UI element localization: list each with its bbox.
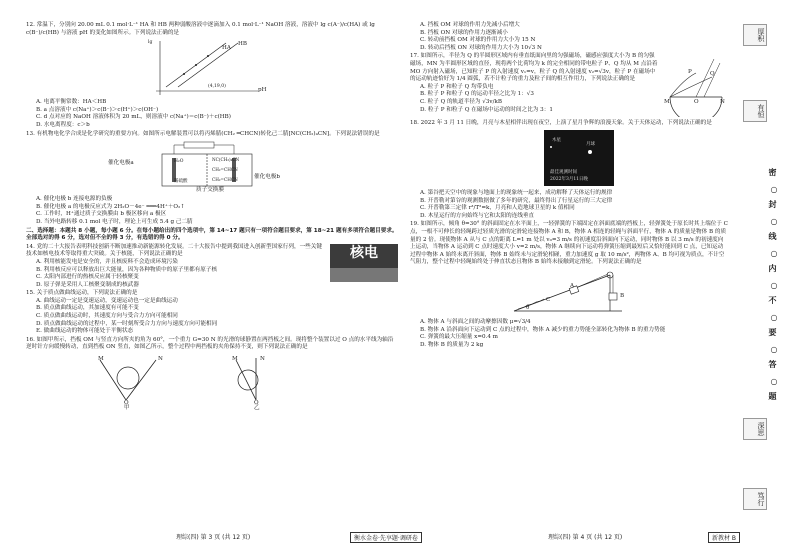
page-footer xyxy=(0,530,800,544)
q12-label-hb: HB xyxy=(238,41,247,48)
q14-stem: 14. 党的二十大报告表明科技创新不断加速推动新能源转化发展。二十大报告中提到我国进入创新型国家行列，一些关键技术如核电技术等取得重大突破。关于核能，下列说法正确的是 xyxy=(26,243,322,258)
q15-option-d: D. 质点做曲线运动的过程中，某一时刻所受合力方向与速度方向可能相同 xyxy=(36,320,218,327)
q14-nuclear-image xyxy=(330,244,398,282)
seal-char-7: 内 xyxy=(768,264,778,272)
q13-label-electrode-b: 催化电极b xyxy=(254,174,280,181)
q12-option-a: A. 电离平衡常数：HA＜HB xyxy=(36,99,107,106)
q18-label-date: 2022年3月11日晚 xyxy=(550,176,589,182)
q18-photo xyxy=(410,130,728,188)
q13-label-acid: 稀硫酸 xyxy=(174,179,188,185)
q16-option-a: A. 挡板 OM 对球的作用力先减小后增大 xyxy=(420,22,520,28)
q14-option-a: A. 利用核能发电是安全的，并且核废料不会造成环境污染 xyxy=(36,258,178,265)
q12-option-c: C. d 点对应的 NaOH 溶液体积为 20 mL，则溶液中 c(Na⁺)＝c(B⁻)＋c(HB) xyxy=(36,114,231,121)
q13-stem: 13. 有机物电化学合成是化学研究的重要方向。如图所示电解装置可以将丙烯腈(CH₂ ═CHCN)转化己二腈[NC(CH₂)₄CN]。下列说法错误的是 xyxy=(26,130,380,137)
footer-series-title: 衡水金卷·先享题·调研卷 xyxy=(350,532,422,543)
seal-char-9: 不 xyxy=(768,296,778,304)
q16-label-n-b: N xyxy=(260,356,265,363)
jupiter-dot xyxy=(550,146,552,148)
q14-option-d: D. 原子弹是采用人工核聚变制成的核武器 xyxy=(36,281,139,288)
q12-label-ph: pH xyxy=(258,87,267,94)
seal-char-3: 封 xyxy=(768,200,778,208)
seal-char-5: 线 xyxy=(768,232,778,240)
q19-label-theta: θ xyxy=(526,304,530,311)
q12-label-lg: lg xyxy=(148,40,153,46)
binding-strip xyxy=(737,18,781,528)
question-15 xyxy=(26,290,398,336)
seal-char-6: ○ xyxy=(769,248,779,258)
q19-label-b: B xyxy=(620,292,625,299)
q12-option-b: B. a 点溶液中 c(Na⁺)＞c(B⁻)＞c(H⁺)＞c(OH⁻) xyxy=(36,106,159,113)
q16-option-c: C. 转动前挡板 OM 对球的作用力大小为 15 N xyxy=(420,37,536,44)
q17-label-p: P xyxy=(688,69,692,76)
q19-label-a: A xyxy=(570,282,575,289)
q12-option-d: D. 水电离程度：c＞b xyxy=(36,121,90,128)
q19-label-c: C xyxy=(546,296,551,303)
q19-option-d: D. 物体 B 的质量为 2 kg xyxy=(420,341,484,348)
question-13 xyxy=(26,131,398,227)
q13-label-electrode-a: 催化电极a xyxy=(108,160,134,167)
q14-image-title: 核电 xyxy=(350,244,378,261)
q16-label-o-b: O xyxy=(254,400,259,407)
q16-stem: 16. 如图甲所示，挡板 OM 与竖直方向所夹的角为 60°，一个重力 G=30 N 的光滑的球静置在两挡板之间。现将整个装置以过 O 点的水平线为轴沿逆时针方向缓慢转动，直到挡板 ON 竖直，如图乙所示，整个过程中两挡板的夹角保持不变，则下列说法正确的是 xyxy=(26,336,394,351)
q19-stem: 19. 如图所示，倾角 θ=30° 的斜面固定在水平面上，一轻弹簧的下端固定在斜面底端的挡板上，轻弹簧处于原长时其上端位于 C 点，一根不可伸长的轻绳跨过轻质光滑的定滑轮连接物体 A 和 B，物体 A 相连的轻绳与斜面平行，物体 A 的质量是物体 B 的质量的 2 倍。现使物体 A 从与 C 点的距离 L=1 m 处以 v₀=3 m/s 的初速度沿斜面向下运动，同时物体 B 以 3 m/s 的初速度向上运动，当物体 A 运动到 C 点时速度大小 v=2 m/s，物体 A 继续向下运动将弹簧压缩到最短后又恰好能回到 C 点，已知运动过程中物体 A 始终未离开斜面，物体 B 始终未与定滑轮相碰，重力加速度 g 取 10 m/s²，两物体 A、B 均可视为质点，不计空气阻力，整个过程中轻绳始终处于伸直状态且物体 B 始终未接触到定滑轮。下列说法正确的是 xyxy=(410,221,728,266)
q17-label-q: Q xyxy=(710,71,715,78)
q16-label-jia: 甲 xyxy=(124,405,130,412)
q18-label-jupiter: 木星 xyxy=(552,137,561,143)
q18-option-a: A. 第谷把天空中的现象与地面上的现象统一起来，成功解释了天体运行的规律 xyxy=(420,189,613,196)
q15-option-e: E. 做曲线运动的物体可能处于平衡状态 xyxy=(36,328,134,335)
right-column xyxy=(410,22,728,350)
q18-option-b: B. 开普勒对第谷的观测数据做了多年的研究，最终得出了行星运行的三大定律 xyxy=(420,197,613,204)
seal-char-15: 题 xyxy=(768,392,778,400)
q19-option-b: B. 物体 A 沿斜面向下运动到 C 点的过程中，物体 A 减少的重力势能全部转化为物体 B 的重力势能 xyxy=(420,326,666,333)
strip-label-1: 厚积 xyxy=(743,24,767,46)
seal-char-4: ○ xyxy=(769,216,779,226)
strip-label-3: 深思 xyxy=(743,418,767,440)
q18-option-c: C. 开普勒第三定律 r³/T²=k，月亮和人造地球卫星的 k 值相同 xyxy=(420,205,575,212)
section-2-instructions: 二、选择题：本题共 8 小题，每小题 6 分。在每小题给出的四个选项中，第 14~17 题只有一项符合题目要求，第 18~21 题有多项符合题目要求。全部选对的得 6 分，选对但不全的得 3 分，有选错的得 0 分。 xyxy=(26,227,398,242)
q13-label-water: H₂O xyxy=(174,159,184,165)
seal-char-13: 答 xyxy=(768,360,778,368)
q18-stem: 18. 2022 年 3 月 11 日晚，月亮与木星相伴出现在夜空，上演了星月争辉的浪漫天象。关于天体运动，下列说法正确的是 xyxy=(410,120,712,127)
q13-label-product: NC(CH₂)₄CN xyxy=(212,157,240,163)
moon-dot xyxy=(588,150,592,154)
q13-electrolysis-figure xyxy=(26,140,398,194)
q16-label-o-a: O xyxy=(124,400,129,407)
q17-label-m: M xyxy=(664,99,670,106)
seal-char-11: 要 xyxy=(768,328,778,336)
q13-option-c: C. 工作时，H⁺通过质子交换膜由 b 极区移向 a 极区 xyxy=(36,211,167,218)
question-17 xyxy=(410,53,728,119)
q18-option-d: D. 木星运行的方向始终与它和太阳的连线垂直 xyxy=(420,212,535,219)
q16-label-m-b: M xyxy=(232,356,238,363)
q17-stem: 17. 如图所示，半径为 Q 的半圆形区域内有垂直纸面向里的匀强磁场，磁感应强度大小为 B 的匀强磁场，MN 为半圆形区域的直径，现将两个比荷均为 k 的完全相同的带电粒子 P、Q 均从 M 点沿着 MO 方向射入磁场，已知粒子 P 的入射速度 v₁=v，粒子 Q 的入射速度 v₂=√3v，粒子 P 在磁场中的运动轨迹恰好为 1/4 圆弧，若不计粒子的重力及粒子间的相互作用力，下列说法正确的是 xyxy=(410,53,658,83)
q13-label-reactant: CH₂=CHCN xyxy=(212,167,238,173)
q16-label-m-a: M xyxy=(98,356,104,363)
q13-label-reactant-2: CH₂=CHCN xyxy=(212,177,238,183)
question-16 xyxy=(26,337,398,412)
question-14 xyxy=(26,244,398,290)
strip-label-2: 有恒 xyxy=(743,100,767,122)
q13-option-a: A. 催化电极 b 连接电源的负极 xyxy=(36,196,113,203)
question-12 xyxy=(26,22,398,130)
q17-label-n: N xyxy=(720,99,725,106)
strip-label-4: 笃行 xyxy=(743,488,767,510)
q19-incline-figure xyxy=(410,269,728,317)
q16-label-n-a: N xyxy=(158,356,163,363)
q16-option-b: B. 挡板 ON 对球的作用力逐渐减小 xyxy=(420,29,508,36)
q15-stem: 15. 关于质点做曲线运动，下列说法正确的是 xyxy=(26,290,138,297)
footer-edition-tag: 新教材 B xyxy=(708,532,740,543)
q19-option-a: A. 物体 A 与斜面之间的动摩擦因数 μ=√3/4 xyxy=(420,318,531,325)
q17-label-o: O xyxy=(694,99,699,106)
left-column xyxy=(26,22,398,414)
q14-option-c: C. 太阳内部进行的热核反应属于轻核聚变 xyxy=(36,274,139,281)
q15-option-a: A. 曲线运动一定是变速运动，变速运动也一定是曲线运动 xyxy=(36,297,178,304)
q16-option-d: D. 转动后挡板 ON 对球的作用力大小为 10√3 N xyxy=(420,44,542,51)
seal-char-8: ○ xyxy=(769,280,779,290)
q18-label-moon: 月球 xyxy=(586,141,595,147)
question-18 xyxy=(410,120,728,220)
q12-graph xyxy=(26,39,398,97)
footer-page-3: 理综(四) 第 3 页 (共 12 页) xyxy=(176,534,251,541)
q14-option-b: B. 利用核反应可以释放出巨大能量，因为各种物质中的原子里都有原子核 xyxy=(36,266,218,273)
q15-option-b: B. 质点做曲线运动，其加速度有可能不变 xyxy=(36,305,139,312)
question-19 xyxy=(410,221,728,349)
q13-option-b: B. 催化电极 a 的电极反应式为 2H₂O－4e⁻ ═══4H⁺＋O₂↑ xyxy=(36,203,185,210)
q12-stem: 12. 常温下，分别向 20.00 mL 0.1 mol·L⁻¹ HA 和 HB 两种弱酸溶液中逐滴加入 0.1 mol·L⁻¹ NaOH 溶液，溶液中 lg c(A⁻)/c(HA) 或 lg c(B⁻)/c(HB) 与溶液 pH 的变化如图所示。下列说法正确的是 xyxy=(26,22,375,36)
q17-option-b: B. 粒子 P 和粒子 Q 的运动半径之比为 1：√3 xyxy=(420,91,534,98)
seal-char-14: ○ xyxy=(769,376,779,386)
seal-char-10: ○ xyxy=(769,312,779,322)
q17-option-c: C. 粒子 Q 的轨道半径为 √3v/kB xyxy=(420,98,502,105)
seal-char-12: ○ xyxy=(769,344,779,354)
q16-label-yi: 乙 xyxy=(254,405,260,412)
q12-label-ha: HA xyxy=(222,45,231,52)
q15-option-c: C. 质点做曲线运动时，其速度方向与受合力方向可能相同 xyxy=(36,313,178,320)
seal-char-2: ○ xyxy=(769,184,779,194)
q13-option-d: D. 当外电路转移 0.1 mol 电子时，理论上可生成 5.4 g 己二腈 xyxy=(36,218,193,225)
q17-magnetic-field-figure xyxy=(664,53,728,117)
seal-char-1: 密 xyxy=(768,168,778,176)
q17-option-d: D. 粒子 P 和粒子 Q 在磁场中运动的时间之比为 3：1 xyxy=(420,106,553,113)
q12-label-point: (4,19,0) xyxy=(208,84,226,90)
q17-option-a: A. 粒子 P 和粒子 Q 均带负电 xyxy=(420,83,494,90)
q19-option-c: C. 弹簧的最大压缩量 x=0.4 m xyxy=(420,334,498,341)
question-16-options xyxy=(410,22,728,52)
footer-page-4: 理综(四) 第 4 页 (共 12 页) xyxy=(548,534,623,541)
q18-label-best-time: 最佳观测时间 xyxy=(550,169,577,175)
q16-figure xyxy=(26,354,398,412)
q13-label-membrane: 质子交换膜 xyxy=(196,187,224,194)
